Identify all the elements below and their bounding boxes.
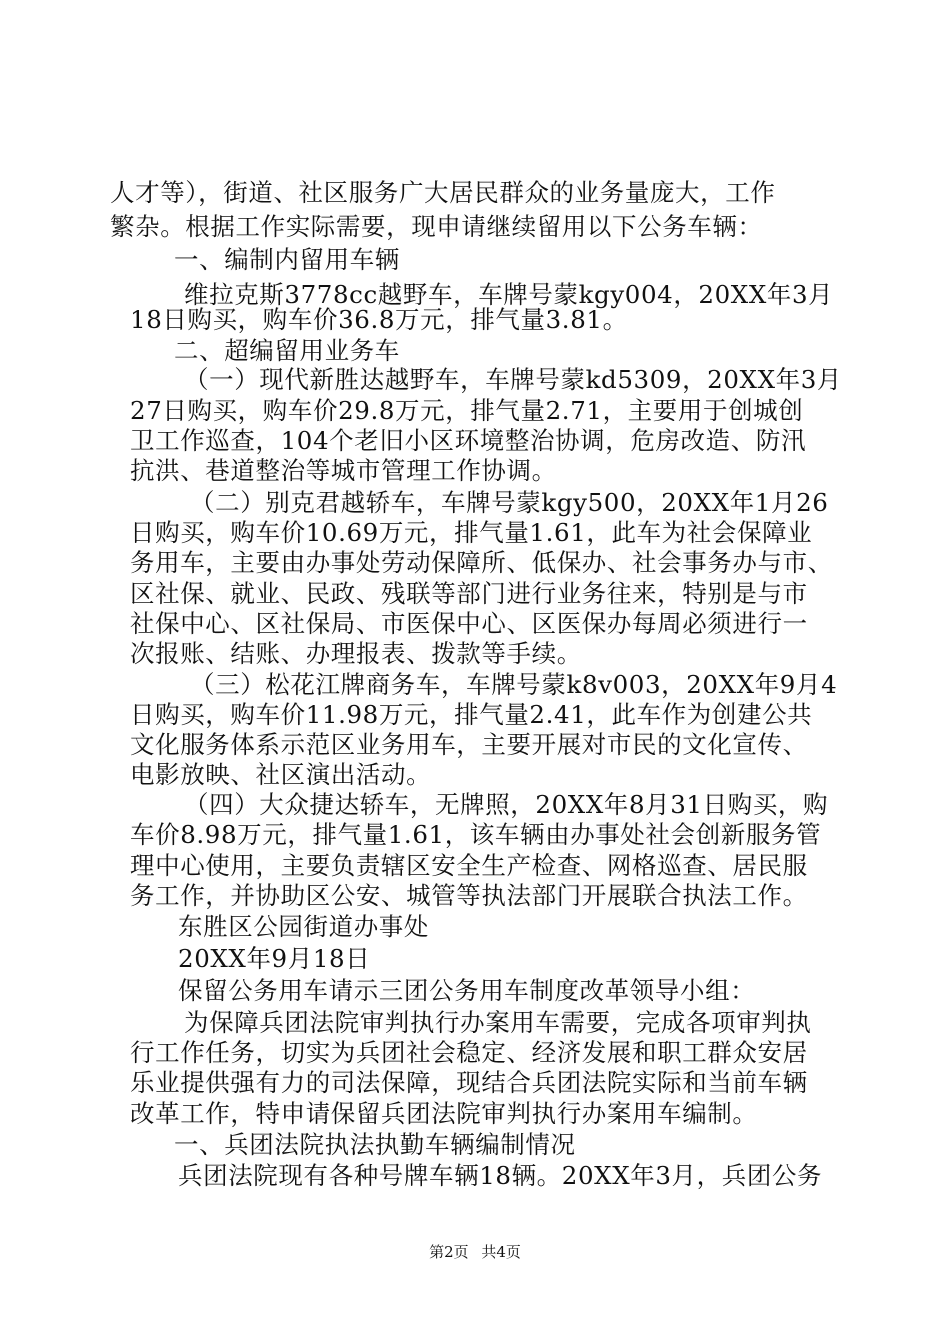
text-line-29: 行工作任务，切实为兵团社会稳定、经济发展和职工群众安居 [130, 1038, 808, 1067]
signature-organization: 东胜区公园街道办事处 [178, 912, 429, 941]
text-line-19: 文化服务体系示范区业务用车，主要开展对市民的文化宣传、 [130, 730, 808, 759]
section-heading-3: 一、兵团法院执法执勤车辆编制情况 [174, 1130, 576, 1159]
text-line-13: 务用车，主要由办事处劳动保障所、低保办、社会事务办与市、 [130, 548, 833, 577]
text-line-17: （三）松花江牌商务车，车牌号蒙k8v003，20XX年9月4 [190, 670, 838, 699]
text-line-28: 为保障兵团法院审判执行办案用车需要，完成各项审判执 [184, 1008, 812, 1037]
text-line-1: 人才等），街道、社区服务广大居民群众的业务量庞大，工作 [110, 178, 776, 207]
text-line-12: 日购买，购车价10.69万元，排气量1.61，此车为社会保障业 [130, 518, 813, 547]
text-line-33: 兵团法院现有各种号牌车辆18辆。20XX年3月，兵团公务 [178, 1161, 823, 1190]
text-line-24: 务工作，并协助区公安、城管等执法部门开展联合执法工作。 [130, 881, 808, 910]
text-line-11: （二）别克君越轿车，车牌号蒙kgy500，20XX年1月26 [190, 488, 829, 517]
letter-title: 保留公务用车请示三团公务用车制度改革领导小组： [178, 976, 756, 1005]
text-line-20: 电影放映、社区演出活动。 [130, 760, 432, 789]
text-line-4: 维拉克斯3778cc越野车，车牌号蒙kgy004，20XX年3月 [184, 280, 834, 309]
text-line-16: 次报账、结账、办理报表、拨款等手续。 [130, 639, 582, 668]
text-line-8: 27日购买，购车价29.8万元，排气量2.71，主要用于创城创 [130, 396, 804, 425]
text-line-30: 乐业提供强有力的司法保障，现结合兵团法院实际和当前车辆 [130, 1068, 808, 1097]
text-line-7: （一）现代新胜达越野车，车牌号蒙kd5309，20XX年3月 [184, 365, 843, 394]
text-line-9: 卫工作巡查，104个老旧小区环境整治协调，危房改造、防汛 [130, 426, 807, 455]
page-total: 共4页 [481, 1243, 521, 1261]
text-line-31: 改革工作，特申请保留兵团法院审判执行办案用车编制。 [130, 1099, 758, 1128]
text-line-10: 抗洪、巷道整治等城市管理工作协调。 [130, 456, 557, 485]
page-number: 第2页 [429, 1243, 469, 1261]
text-line-22: 车价8.98万元，排气量1.61，该车辆由办事处社会创新服务管 [130, 820, 822, 849]
section-heading-2: 二、超编留用业务车 [174, 336, 400, 365]
text-line-18: 日购买，购车价11.98万元，排气量2.41，此车作为创建公共 [130, 700, 813, 729]
text-line-5: 18日购买，购车价36.8万元，排气量3.81。 [130, 305, 628, 334]
text-line-14: 区社保、就业、民政、残联等部门进行业务往来，特别是与市 [130, 579, 808, 608]
text-line-21: （四）大众捷达轿车，无牌照，20XX年8月31日购买，购 [184, 790, 829, 819]
text-line-2: 繁杂。根据工作实际需要，现申请继续留用以下公务车辆： [110, 212, 763, 241]
section-heading-1: 一、编制内留用车辆 [174, 245, 400, 274]
page-footer [0, 1242, 950, 1262]
signature-date: 20XX年9月18日 [178, 944, 371, 973]
text-line-15: 社保中心、区社保局、市医保中心、区医保办每周必须进行一 [130, 609, 808, 638]
text-line-23: 理中心使用，主要负责辖区安全生产检查、网格巡查、居民服 [130, 851, 808, 880]
